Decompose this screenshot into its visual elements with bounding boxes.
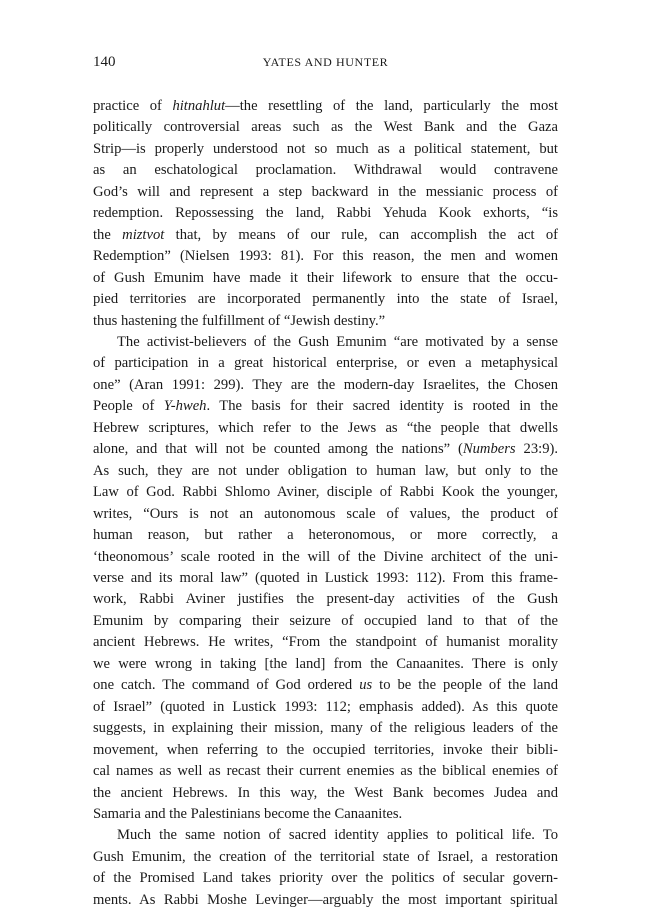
text-line: of the Promised Land takes priority over the politics of secular govern- — [93, 870, 558, 887]
text-line: ments. As Rabbi Moshe Levinger—arguably the most important spiritual — [93, 891, 558, 908]
text-line: Emunim by comparing their seizure of occupied land to that of the — [93, 612, 558, 629]
text-line: work, Rabbi Aviner justifies the present-day activities of the Gush — [93, 591, 558, 608]
text-line: pied territories are incorporated permanently into the state of Israel, — [93, 291, 558, 308]
body-text — [93, 96, 558, 911]
paragraph — [93, 332, 558, 825]
text-line: Much the same notion of sacred identity applies to political life. To — [117, 827, 558, 844]
text-line: human reason, but rather a heteronomous, or more correctly, a — [93, 527, 558, 544]
text-line: practice of hitnahlut—the resettling of the land, particularly the most — [93, 98, 558, 114]
text-line: politically controversial areas such as the West Bank and the Gaza — [93, 119, 558, 136]
paragraph — [93, 96, 558, 332]
text-line: alone, and that will not be counted among the nations” (Numbers 23:9). — [93, 441, 558, 458]
text-line: movement, when referring to the occupied territories, invoke their bibli- — [93, 741, 558, 758]
text-line: Gush Emunim, the creation of the territorial state of Israel, a restoration — [93, 848, 558, 865]
text-line: one” (Aran 1991: 299). They are the modern-day Israelites, the Chosen — [93, 376, 558, 393]
text-line: suggests, in explaining their mission, many of the religious leaders of the — [93, 720, 558, 737]
text-line: the ancient Hebrews. In this way, the West Bank becomes Judea and — [93, 784, 558, 801]
text-line: of participation in a great historical enterprise, or even a metaphysical — [93, 355, 558, 372]
text-line: People of Y-hweh. The basis for their sacred identity is rooted in the — [93, 398, 558, 415]
text-line: Samaria and the Palestinians become the Canaanites. — [93, 805, 403, 822]
text-line: ancient Hebrews. He writes, “From the standpoint of humanist morality — [93, 634, 558, 651]
text-line: Law of God. Rabbi Shlomo Aviner, disciple of Rabbi Kook the younger, — [93, 484, 558, 501]
text-line: of Gush Emunim have made it their lifework to ensure that the occu- — [93, 269, 558, 286]
text-line: one catch. The command of God ordered us to be the people of the land — [93, 677, 558, 694]
text-line: The activist-believers of the Gush Emunim “are motivated by a sense — [117, 333, 558, 350]
running-head: YATES AND HUNTER — [262, 55, 389, 69]
text-line: Strip—is properly understood not so much as a political statement, but — [93, 140, 558, 157]
text-line: writes, “Ours is not an autonomous scale of values, the product of — [93, 505, 558, 522]
text-line: thus hastening the fulfillment of “Jewish destiny.” — [93, 312, 386, 329]
text-line: As such, they are not under obligation to human law, but only to the — [93, 462, 558, 479]
text-line: of Israel” (quoted in Lustick 1993: 112; emphasis added). As this quote — [93, 698, 558, 715]
paragraph — [93, 825, 558, 911]
text-line: Redemption” (Nielsen 1993: 81). For this reason, the men and women — [93, 248, 558, 265]
text-line: the miztvot that, by means of our rule, can accomplish the act of — [93, 226, 558, 243]
text-line: as an eschatological proclamation. Withdrawal would contravene — [93, 162, 558, 179]
text-line: we were wrong in taking [the land] from the Canaanites. There is only — [93, 655, 558, 672]
text-line: Hebrew scriptures, which refer to the Jews as “the people that dwells — [93, 419, 558, 436]
text-line: God’s will and represent a step backward in the messianic process of — [93, 183, 558, 200]
text-line: cal names as well as recast their current enemies as the biblical enemies of — [93, 763, 558, 780]
text-line: redemption. Repossessing the land, Rabbi Yehuda Kook exhorts, “is — [93, 205, 558, 222]
text-line: ‘theonomous’ scale rooted in the will of the Divine architect of the uni- — [93, 548, 558, 565]
page-header — [93, 54, 558, 74]
text-line: verse and its moral law” (quoted in Lustick 1993: 112). From this frame- — [93, 569, 558, 586]
page-number: 140 — [93, 54, 116, 70]
